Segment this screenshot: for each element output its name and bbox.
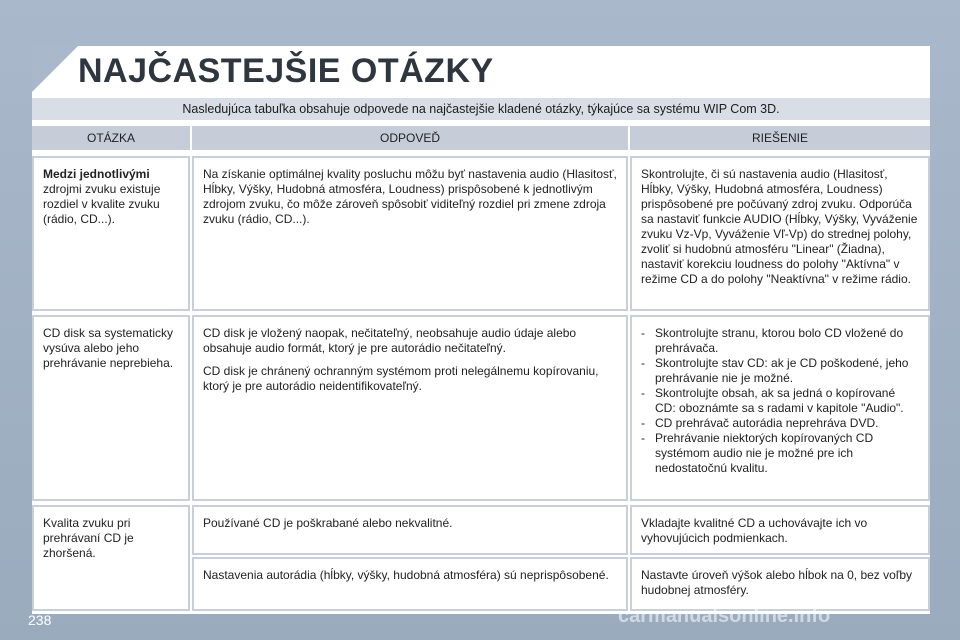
- intro-text: Nasledujúca tabuľka obsahuje odpovede na najčastejšie kladené otázky, týkajúce sa systému WIP Com 3D.: [182, 102, 780, 116]
- row2-solution-item: - CD prehrávač autorádia neprehráva DVD.: [641, 416, 919, 431]
- watermark-text: carmanualsonline.info: [618, 605, 831, 627]
- row2-solution-item: - Skontrolujte stranu, ktorou bolo CD vložené do prehrávača.: [641, 326, 919, 356]
- row2-solution-item: - Skontrolujte obsah, ak sa jedná o kopírované CD: oboznámte sa s radami v kapitole "Audio".: [641, 386, 919, 416]
- row3-question-text: Kvalita zvuku pri prehrávaní CD je zhoršená.: [43, 516, 134, 560]
- row2-solution-cell: [630, 315, 930, 501]
- row1-answer-cell: [192, 156, 628, 311]
- header-answer: [192, 126, 628, 150]
- header-question-label: OTÁZKA: [86, 131, 135, 145]
- row1-solution-cell: [630, 156, 930, 311]
- row1-question-cell: [32, 156, 190, 311]
- intro-banner: [32, 98, 930, 120]
- row2-question-cell: [32, 315, 190, 501]
- row1-answer-text: Na získanie optimálnej kvality posluchu môžu byť nastavenia audio (Hlasitosť, Hĺbky, Výšky, Hudobná atmosféra, Loudness) prispôsobené k jednotlivým zdrojom zvuku, čo môže zároveň spôsobiť viditeľný rozdiel pri zmene zdroja zvuku (rádio, CD...).: [203, 167, 617, 226]
- row2-answer-cell: [192, 315, 628, 501]
- row3-answer-a-text: Používané CD je poškrabané alebo nekvalitné.: [203, 516, 453, 530]
- row2-question-text: CD disk sa systematicky vysúva alebo jeho prehrávanie neprebieha.: [43, 326, 174, 370]
- header-answer-label: ODPOVEĎ: [379, 131, 440, 145]
- row3-solution-a-text: Vkladajte kvalitné CD a uchovávajte ich vo vyhovujúcich podmienkach.: [641, 516, 868, 545]
- row3-answer-b-text: Nastavenia autorádia (hĺbky, výšky, hudobná atmosféra) sú neprispôsobené.: [203, 568, 609, 582]
- row2-answer-paragraph-1: CD disk je vložený naopak, nečitateľný, neobsahuje audio údaje alebo obsahuje audio formát, ktorý je pre autorádio nečitateľný.: [203, 326, 577, 355]
- header-question: [32, 126, 190, 150]
- row3-solution-b-cell: [630, 557, 930, 611]
- folded-corner: [32, 46, 78, 92]
- row1-solution-text: Skontrolujte, či sú nastavenia audio (Hlasitosť, Hĺbky, Výšky, Hudobná atmosféra, Loudness) prispôsobené pre počúvaný zdroj zvuku. Odporúča sa nastaviť funkcie AUDIO (Hĺbky, Výšky, Vyváženie zvuku Vz-Vp, Vyváženie Vľ-Vp) do strednej polohy, zvoliť si hudobnú atmosféru "Linear" (Žiadna), nastaviť korekciu loudness do polohy "Aktívna" v režime CD a do polohy "Neaktívna" v režime rádio.: [641, 167, 918, 286]
- page-title: NAJČASTEJŠIE OTÁZKY: [78, 52, 494, 90]
- row2-answer-paragraph-2: CD disk je chránený ochranným systémom proti nelegálnemu kopírovaniu, ktorý je pre autorádio neidentifikovateľný.: [203, 364, 599, 393]
- row1-question-bold: Medzi jednotlivými: [43, 167, 150, 181]
- header-solution: [630, 126, 930, 150]
- row2-solution-item: - Prehrávanie niektorých kopírovaných CD systémom audio nie je možné pre ich nedostatočnú kvalitu.: [641, 431, 919, 476]
- row1-question-text: zdrojmi zvuku existuje rozdiel v kvalite zvuku (rádio, CD...).: [43, 182, 161, 226]
- row2-solution-item: - Skontrolujte stav CD: ak je CD poškodené, jeho prehrávanie nie je možné.: [641, 356, 919, 386]
- page-number: 238: [28, 612, 52, 628]
- row3-solution-a-cell: [630, 505, 930, 555]
- row3-question-cell: [32, 505, 190, 611]
- row2-solution-list: [641, 326, 919, 476]
- row3-answer-b-cell: [192, 557, 628, 611]
- row3-answer-a-cell: [192, 505, 628, 555]
- header-solution-label: RIEŠENIE: [751, 131, 808, 145]
- row3-solution-b-text: Nastavte úroveň výšok alebo hĺbok na 0, bez voľby hudobnej atmosféry.: [641, 568, 912, 597]
